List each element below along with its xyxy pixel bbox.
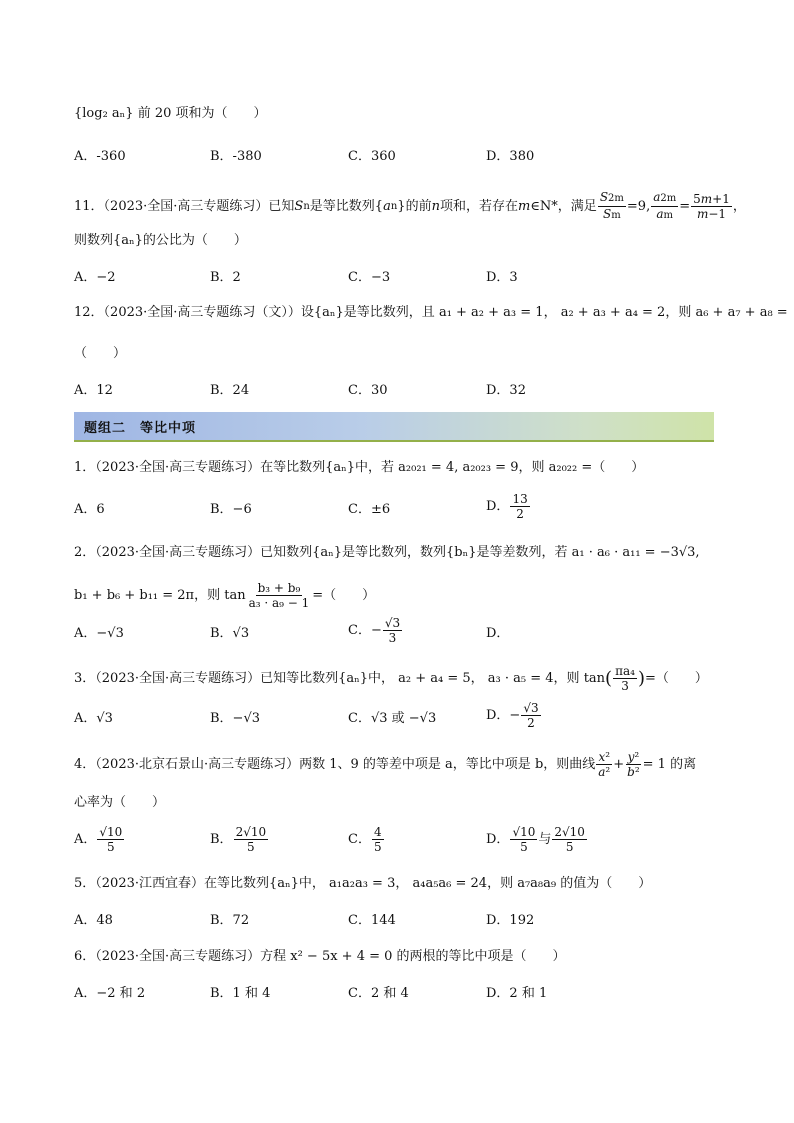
problem-4-line2: 心率为（ ） <box>74 795 166 810</box>
option-b: B．72 <box>210 913 250 928</box>
option-c: C．√3 或 −√3 <box>348 711 437 726</box>
question-11: 11．（2023·全国·高三专题练习）已知 S n 是等比数列 { a n } 的前 n 项和，若存在 m ∈N* ，满足 $\frac{S2m}{Sm}$ =9, $\frac{a2m}{am}$ = $\frac{5m+1}{m-1}$ ， <box>74 190 746 221</box>
option-b: B．1 和 4 <box>210 986 271 1001</box>
option-d: D． $\frac{13}{2}$ <box>486 492 528 521</box>
option-d: D．192 <box>486 913 535 928</box>
option-b: B．−√3 <box>210 711 261 726</box>
option-c: C．360 <box>348 149 396 164</box>
problem-5: 5．（2023·江西宜春）在等比数列{aₙ}中， a₁a₂a₃ = 3， a₄a₅a₆ = 24，则 a₇a₈a₉ 的值为（ ） <box>74 876 652 891</box>
option-a: A．6 <box>74 502 105 517</box>
option-b: B．−6 <box>210 502 252 517</box>
question-12-line2: （ ） <box>74 346 127 361</box>
problem-2-line2: b₁ + b₆ + b₁₁ = 2π，则 tan $\frac{\text{b₃ + b₉}}{\text{a₃ · a₉ − 1}}$ =（ ） <box>74 581 376 610</box>
problem-4: 4．（2023·北京石景山·高三专题练习）两数 1、9 的等差中项是 a，等比中项是 b，则曲线 $\frac{\text{x²}}{\text{a²}}$ + $\frac{\text{y²}}{\text{b²}}$ = 1 的离 <box>74 750 697 779</box>
option-c: C．±6 <box>348 502 391 517</box>
option-a: A． $\frac{√10}{5}$ <box>74 825 123 854</box>
problem-2: 2．（2023·全国·高三专题练习）已知数列{aₙ}是等比数列，数列{bₙ}是等差数列，若 a₁ · a₆ · a₁₁ = −3√3, <box>74 545 700 560</box>
section-header <box>74 412 714 442</box>
problem-6: 6．（2023·全国·高三专题练习）方程 x² − 5x + 4 = 0 的两根的等比中项是（ ） <box>74 949 566 964</box>
option-b: B．24 <box>210 383 250 398</box>
option-b: B．√3 <box>210 626 250 641</box>
option-a: A．√3 <box>74 711 113 726</box>
section-title: 题组二 等比中项 <box>84 421 197 436</box>
option-b: B． $\frac{2√10}{5}$ <box>210 825 267 854</box>
option-a: A．−√3 <box>74 626 124 641</box>
option-d: D．2 和 1 <box>486 986 548 1001</box>
problem-3: 3．（2023·全国·高三专题练习）已知等比数列{aₙ}中， a₂ + a₄ = 5， a₃ · a₅ = 4，则 tan ( $\frac{\text{πa₄}}{3}$ ) =（ ） <box>74 664 708 693</box>
option-c: C．2 和 4 <box>348 986 409 1001</box>
question-tail: {log₂ aₙ} 前 20 项和为（ ） <box>74 106 267 121</box>
option-a: A．48 <box>74 913 113 928</box>
option-d: D．380 <box>486 149 535 164</box>
option-a: A．−2 <box>74 270 116 285</box>
option-c: C．144 <box>348 913 396 928</box>
option-a: A．−2 和 2 <box>74 986 146 1001</box>
option-b: B．2 <box>210 270 241 285</box>
question-11-line2: 则数列{aₙ}的公比为（ ） <box>74 233 247 248</box>
option-c: C．30 <box>348 383 388 398</box>
problem-1: 1．（2023·全国·高三专题练习）在等比数列{aₙ}中，若 a₂₀₂₁ = 4, a₂₀₂₃ = 9，则 a₂₀₂₂ =（ ） <box>74 460 645 475</box>
option-c: C．−3 <box>348 270 391 285</box>
option-a: A．-360 <box>74 149 126 164</box>
option-d: D．− $\frac{√3}{2}$ <box>486 701 539 730</box>
option-c: C．− $\frac{√3}{3}$ <box>348 616 401 645</box>
option-d: D． $\frac{√10}{5}$ 与 $\frac{2√10}{5}$ <box>486 825 585 854</box>
option-c: C． $\frac{4}{5}$ <box>348 825 382 854</box>
option-d: D． <box>486 626 510 641</box>
option-b: B．-380 <box>210 149 262 164</box>
option-d: D．3 <box>486 270 518 285</box>
option-a: A．12 <box>74 383 113 398</box>
option-d: D．32 <box>486 383 526 398</box>
question-12: 12．（2023·全国·高三专题练习（文））设{aₙ}是等比数列，且 a₁ + a₂ + a₃ = 1， a₂ + a₃ + a₄ = 2，则 a₆ + a₇ + a₈ = <box>74 305 788 320</box>
